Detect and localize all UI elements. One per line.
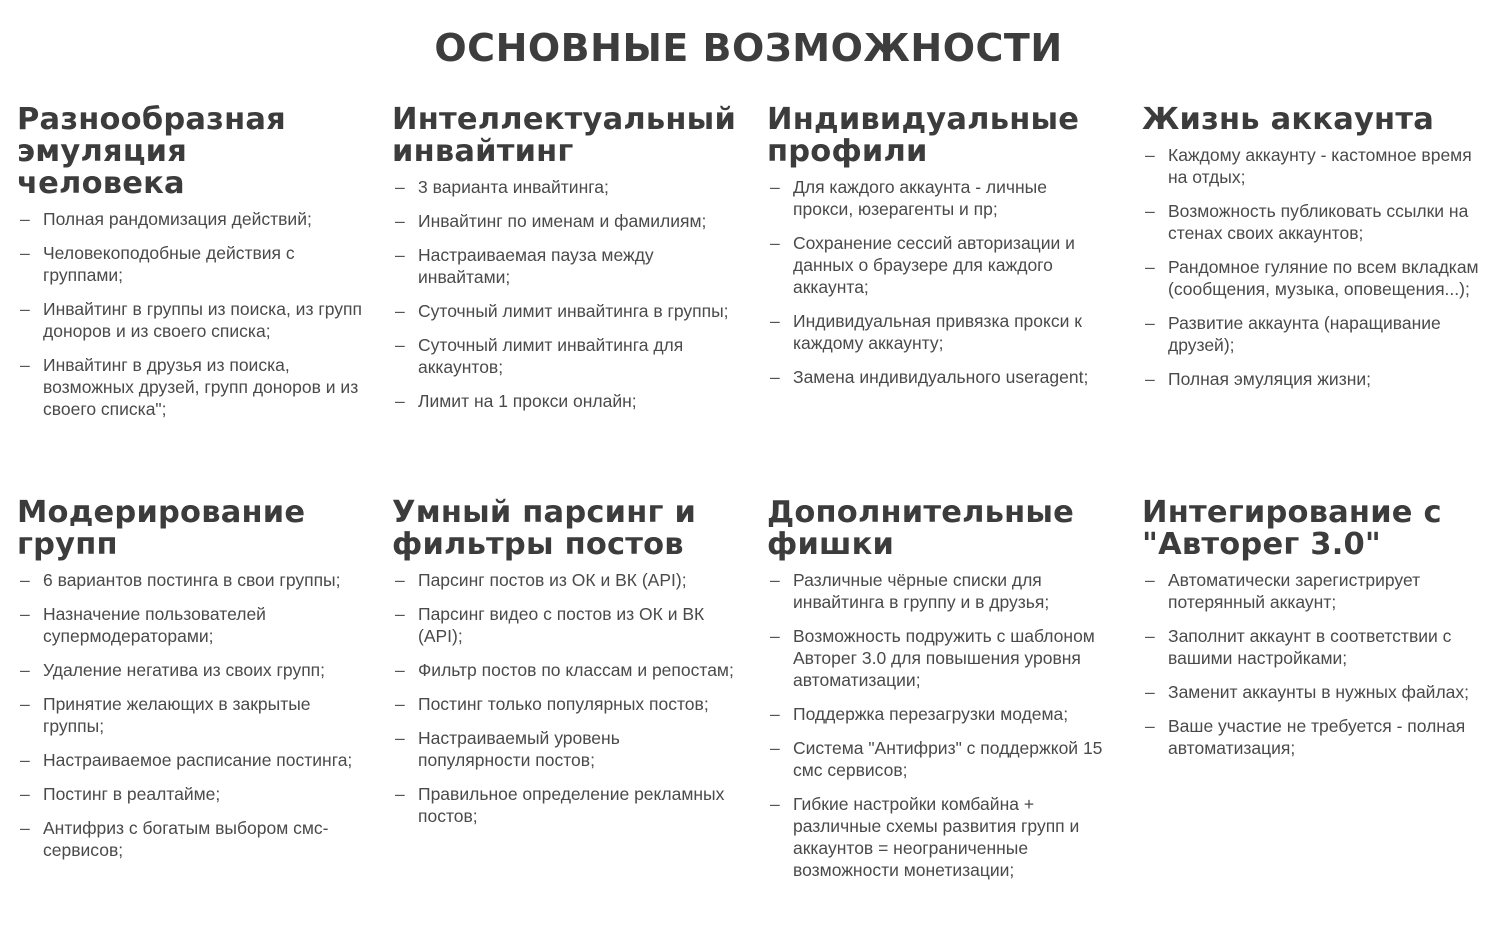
dash-bullet-icon: – (395, 694, 405, 714)
feature-list-item (392, 390, 737, 412)
feature-list (17, 569, 362, 861)
dash-bullet-icon: – (770, 367, 780, 387)
feature-list-item-text: Антифриз с богатым выбором смс-сервисов; (43, 818, 329, 860)
feature-list-item-text: Инвайтинг в друзья из поиска, возможных друзей, групп доноров и из своего списка"; (43, 355, 359, 419)
feature-list (1142, 569, 1487, 759)
feature-title: Модерирование групп (17, 495, 306, 562)
feature-list-item (1142, 312, 1487, 356)
dash-bullet-icon: – (770, 311, 780, 331)
feature-list-item-text: Суточный лимит инвайтинга для аккаунтов; (418, 335, 684, 377)
dash-bullet-icon: – (1145, 570, 1155, 590)
feature-list-item (1142, 625, 1487, 669)
feature-list-item-text: Система "Антифриз" с поддержкой 15 смс сервисов; (793, 738, 1103, 780)
feature-list-item-text: Лимит на 1 прокси онлайн; (418, 391, 637, 411)
feature-list-item-text: Автоматически зарегистрирует потерянный аккаунт; (1168, 570, 1421, 612)
feature-list-item (17, 659, 362, 681)
feature-smart-parsing (392, 497, 737, 839)
feature-list-item-text: Поддержка перезагрузки модема; (793, 704, 1069, 724)
dash-bullet-icon: – (1145, 313, 1155, 333)
feature-title: Жизнь аккаунта (1142, 102, 1434, 137)
dash-bullet-icon: – (20, 604, 30, 624)
dash-bullet-icon: – (770, 794, 780, 814)
feature-list (392, 569, 737, 827)
feature-list-item (392, 176, 737, 198)
feature-list-item-text: Сохранение сессий авторизации и данных о браузере для каждого аккаунта; (793, 233, 1075, 297)
feature-list-item (17, 693, 362, 737)
dash-bullet-icon: – (20, 243, 30, 263)
feature-group-moderation (17, 497, 362, 873)
feature-list-item-text: Удаление негатива из своих групп; (43, 660, 326, 680)
feature-list (1142, 144, 1487, 390)
feature-list-item-text: Возможность публиковать ссылки на стенах своих аккаунтов; (1168, 201, 1469, 243)
dash-bullet-icon: – (770, 626, 780, 646)
feature-list-item (392, 603, 737, 647)
feature-list-item-text: Заполнит аккаунт в соответствии с вашими настройками; (1168, 626, 1452, 668)
feature-list-item-text: Принятие желающих в закрытые группы; (43, 694, 311, 736)
feature-list-item-text: Парсинг постов из ОК и ВК (API); (418, 570, 687, 590)
feature-list-item-text: Каждому аккаунту - кастомное время на отдых; (1168, 145, 1472, 187)
dash-bullet-icon: – (1145, 369, 1155, 389)
feature-human-emulation (17, 104, 362, 432)
dash-bullet-icon: – (1145, 201, 1155, 221)
feature-list-item-text: Индивидуальная привязка прокси к каждому аккаунту; (793, 311, 1082, 353)
dash-bullet-icon: – (770, 704, 780, 724)
dash-bullet-icon: – (395, 301, 405, 321)
feature-list-item (1142, 144, 1487, 188)
dash-bullet-icon: – (1145, 626, 1155, 646)
dash-bullet-icon: – (395, 660, 405, 680)
dash-bullet-icon: – (395, 245, 405, 265)
feature-list-item-text: Различные чёрные списки для инвайтинга в группу и в друзья; (793, 570, 1050, 612)
dash-bullet-icon: – (20, 750, 30, 770)
feature-list-item (17, 603, 362, 647)
feature-list-item-text: Назначение пользователей супермодераторами; (43, 604, 266, 646)
feature-list-item (392, 300, 737, 322)
dash-bullet-icon: – (20, 694, 30, 714)
dash-bullet-icon: – (20, 818, 30, 838)
page-title: ОСНОВНЫЕ ВОЗМОЖНОСТИ (434, 26, 1063, 70)
dash-bullet-icon: – (20, 660, 30, 680)
feature-list-item (767, 703, 1112, 725)
feature-list-item-text: Полная рандомизация действий; (43, 209, 312, 229)
feature-list-item (1142, 681, 1487, 703)
feature-list-item (767, 366, 1112, 388)
feature-list-item-text: Возможность подружить с шаблоном Авторег 3.0 для повышения уровня автоматизации; (793, 626, 1095, 690)
feature-smart-inviting (392, 104, 737, 424)
feature-list-item (1142, 256, 1487, 300)
feature-list-item-text: Настраиваемая пауза между инвайтами; (418, 245, 654, 287)
feature-list-item (1142, 368, 1487, 390)
feature-list-item (17, 208, 362, 230)
feature-list-item (767, 232, 1112, 298)
feature-list (767, 176, 1112, 388)
feature-list-item-text: Человекоподобные действия с группами; (43, 243, 295, 285)
feature-list-item (1142, 715, 1487, 759)
feature-list-item (767, 625, 1112, 691)
feature-list-item (767, 793, 1112, 881)
feature-list-item (767, 310, 1112, 354)
dash-bullet-icon: – (20, 299, 30, 319)
dash-bullet-icon: – (20, 209, 30, 229)
feature-list-item (392, 659, 737, 681)
feature-list-item-text: Для каждого аккаунта - личные прокси, юзерагенты и пр; (793, 177, 1047, 219)
feature-list-item-text: Постинг в реалтайме; (43, 784, 221, 804)
feature-list-item-text: Инвайтинг по именам и фамилиям; (418, 211, 707, 231)
feature-list-item-text: Гибкие настройки комбайна + различные схемы развития групп и аккаунтов = неограниченные возможности монетизации; (793, 794, 1080, 880)
features-row-2 (0, 497, 1502, 940)
dash-bullet-icon: – (20, 784, 30, 804)
feature-title: Дополнительные фишки (767, 495, 1075, 562)
feature-list-item (392, 244, 737, 288)
feature-list-item-text: Постинг только популярных постов; (418, 694, 709, 714)
feature-list (17, 208, 362, 420)
feature-list-item (17, 749, 362, 771)
feature-list-item-text: Инвайтинг в группы из поиска, из групп доноров и из своего списка; (43, 299, 362, 341)
feature-list-item (767, 569, 1112, 613)
feature-account-life (1142, 104, 1487, 402)
dash-bullet-icon: – (770, 738, 780, 758)
dash-bullet-icon: – (1145, 257, 1155, 277)
dash-bullet-icon: – (395, 391, 405, 411)
feature-list-item-text: Замена индивидуального useragent; (793, 367, 1089, 387)
feature-list-item-text: Правильное определение рекламных постов; (418, 784, 725, 826)
feature-list-item (392, 569, 737, 591)
dash-bullet-icon: – (770, 233, 780, 253)
features-row-1 (0, 104, 1502, 554)
feature-title: Умный парсинг и фильтры постов (392, 495, 697, 562)
feature-list-item (1142, 569, 1487, 613)
feature-list-item-text: Настраиваемое расписание постинга; (43, 750, 353, 770)
feature-list-item-text: Рандомное гуляние по всем вкладкам (сообщения, музыка, оповещения...); (1168, 257, 1479, 299)
feature-list-item-text: Настраиваемый уровень популярности постов; (418, 728, 620, 770)
feature-list-item (392, 783, 737, 827)
feature-list-item-text: Развитие аккаунта (наращивание друзей); (1168, 313, 1441, 355)
feature-list-item-text: Полная эмуляция жизни; (1168, 369, 1372, 389)
dash-bullet-icon: – (770, 570, 780, 590)
dash-bullet-icon: – (395, 784, 405, 804)
dash-bullet-icon: – (1145, 682, 1155, 702)
dash-bullet-icon: – (395, 335, 405, 355)
dash-bullet-icon: – (395, 728, 405, 748)
feature-list-item-text: Суточный лимит инвайтинга в группы; (418, 301, 729, 321)
feature-list-item (392, 334, 737, 378)
feature-list-item (767, 176, 1112, 220)
feature-list-item (1142, 200, 1487, 244)
feature-title: Разнообразная эмуляция человека (17, 102, 286, 201)
dash-bullet-icon: – (395, 604, 405, 624)
feature-list-item (17, 817, 362, 861)
feature-list-item-text: Парсинг видео с постов из ОК и ВК (API); (418, 604, 705, 646)
feature-title: Интегирование с "Авторег 3.0" (1142, 495, 1442, 562)
feature-list-item (767, 737, 1112, 781)
dash-bullet-icon: – (1145, 145, 1155, 165)
feature-list (392, 176, 737, 412)
feature-title: Интеллектуальный инвайтинг (392, 102, 737, 169)
feature-list-item-text: Заменит аккаунты в нужных файлах; (1168, 682, 1470, 702)
dash-bullet-icon: – (770, 177, 780, 197)
feature-individual-profiles (767, 104, 1112, 400)
dash-bullet-icon: – (20, 355, 30, 375)
feature-title: Индивидуальные профили (767, 102, 1080, 169)
feature-list-item (17, 242, 362, 286)
dash-bullet-icon: – (395, 570, 405, 590)
dash-bullet-icon: – (395, 211, 405, 231)
feature-list-item (17, 783, 362, 805)
feature-list-item (392, 693, 737, 715)
feature-list-item-text: Фильтр постов по классам и репостам; (418, 660, 734, 680)
dash-bullet-icon: – (20, 570, 30, 590)
feature-list-item (17, 354, 362, 420)
feature-list-item-text: Ваше участие не требуется - полная автоматизация; (1168, 716, 1466, 758)
feature-list-item (17, 569, 362, 591)
feature-extras (767, 497, 1112, 893)
feature-list (767, 569, 1112, 881)
feature-list-item-text: 6 вариантов постинга в свои группы; (43, 570, 341, 590)
feature-list-item-text: 3 варианта инвайтинга; (418, 177, 609, 197)
feature-list-item (392, 210, 737, 232)
dash-bullet-icon: – (395, 177, 405, 197)
dash-bullet-icon: – (1145, 716, 1155, 736)
feature-list-item (392, 727, 737, 771)
feature-list-item (17, 298, 362, 342)
feature-autoreg-integration (1142, 497, 1487, 771)
